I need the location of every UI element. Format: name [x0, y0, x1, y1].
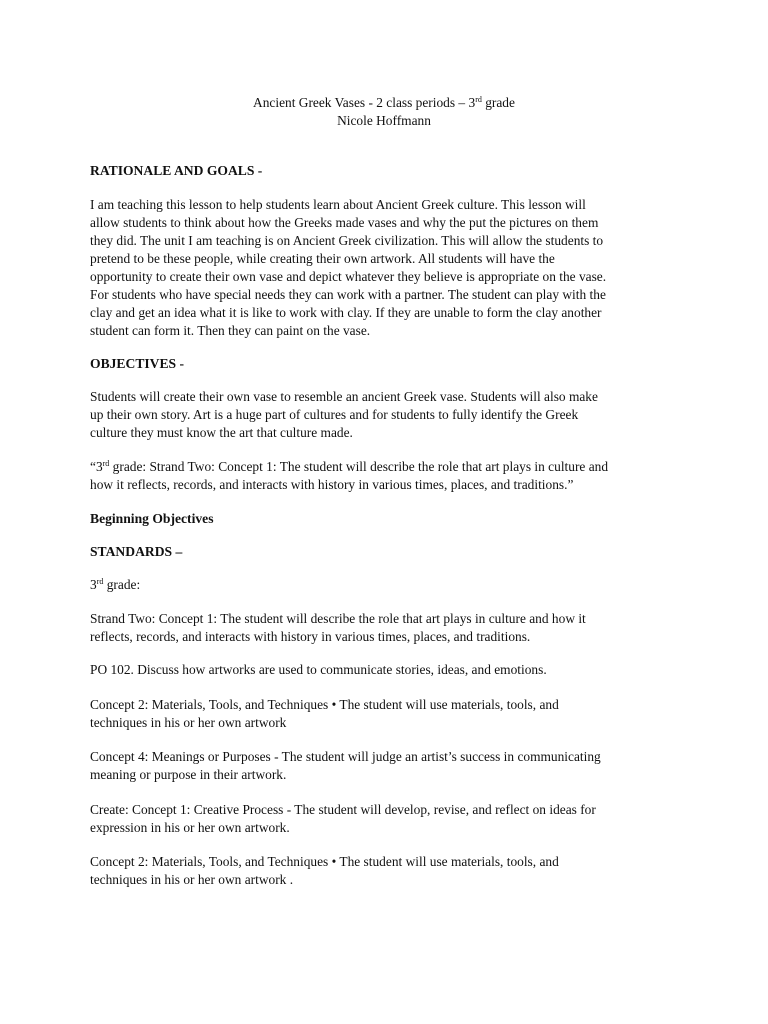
standard-strand-line: Strand Two: Concept 1: The student will describe the role that art plays in culture and how it: [90, 611, 586, 626]
rationale-line: clay and get an idea what it is like to work with clay. If they are unable to form the clay another: [90, 305, 602, 320]
rationale-line: pretend to be these people, while creating their own artwork. All students will have the: [90, 251, 555, 266]
objectives-line: Students will create their own vase to resemble an ancient Greek vase. Students will also make: [90, 389, 598, 404]
quote-superscript: rd: [102, 459, 110, 468]
objectives-heading: OBJECTIVES -: [90, 356, 185, 371]
rationale-line: allow students to think about how the Greeks made vases and why the put the pictures on them: [90, 215, 599, 230]
standards-grade-label: [90, 576, 140, 594]
standard-concept2b-line: techniques in his or her own artwork .: [90, 872, 294, 887]
objectives-quote-line: [90, 458, 608, 476]
objectives-line: culture they must know the art that culture made.: [90, 425, 353, 440]
title-text: Ancient Greek Vases - 2 class periods – 3: [253, 95, 476, 110]
quote-text: “3: [90, 459, 103, 474]
rationale-line: they did. The unit I am teaching is on Ancient Greek civilization. This will allow the students to: [90, 233, 604, 248]
objectives-quote-line: how it reflects, records, and interacts with history in various times, places, and traditions.”: [90, 477, 574, 492]
standards-heading: STANDARDS –: [90, 544, 183, 559]
grade-number: 3: [90, 577, 97, 592]
standard-concept2b-line: Concept 2: Materials, Tools, and Techniques • The student will use materials, tools, and: [90, 854, 559, 869]
rationale-line: For students who have special needs they can work with a partner. The student can play with the: [90, 287, 606, 302]
title-superscript: rd: [475, 95, 482, 104]
rationale-line: opportunity to create their own vase and depict whatever they believe is appropriate on the vase.: [90, 269, 607, 284]
quote-text-continued: grade: Strand Two: Concept 1: The student will describe the role that art plays in culture and: [109, 459, 609, 474]
document-author: Nicole Hoffmann: [337, 113, 431, 128]
rationale-heading: RATIONALE AND GOALS -: [90, 163, 263, 178]
standard-strand-line: reflects, records, and interacts with history in various times, places, and traditions.: [90, 629, 531, 644]
standard-create-line: expression in his or her own artwork.: [90, 820, 290, 835]
standard-concept4-line: meaning or purpose in their artwork.: [90, 767, 287, 782]
beginning-objectives-heading: Beginning Objectives: [90, 511, 214, 526]
document-title: [0, 94, 768, 112]
standard-create-line: Create: Concept 1: Creative Process - The student will develop, revise, and reflect on ideas for: [90, 802, 596, 817]
title-suffix: grade: [481, 95, 515, 110]
standard-concept2-line: Concept 2: Materials, Tools, and Techniques • The student will use materials, tools, and: [90, 697, 559, 712]
grade-suffix: grade:: [103, 577, 141, 592]
standard-concept2-line: techniques in his or her own artwork: [90, 715, 287, 730]
grade-superscript: rd: [96, 577, 104, 586]
rationale-line: student can form it. Then they can paint on the vase.: [90, 323, 371, 338]
standard-concept4-line: Concept 4: Meanings or Purposes - The student will judge an artist’s success in communicating: [90, 749, 601, 764]
rationale-line: I am teaching this lesson to help students learn about Ancient Greek culture. This lesson will: [90, 197, 586, 212]
objectives-line: up their own story. Art is a huge part of cultures and for students to fully identify the Greek: [90, 407, 579, 422]
standard-po-line: PO 102. Discuss how artworks are used to communicate stories, ideas, and emotions.: [90, 662, 547, 677]
